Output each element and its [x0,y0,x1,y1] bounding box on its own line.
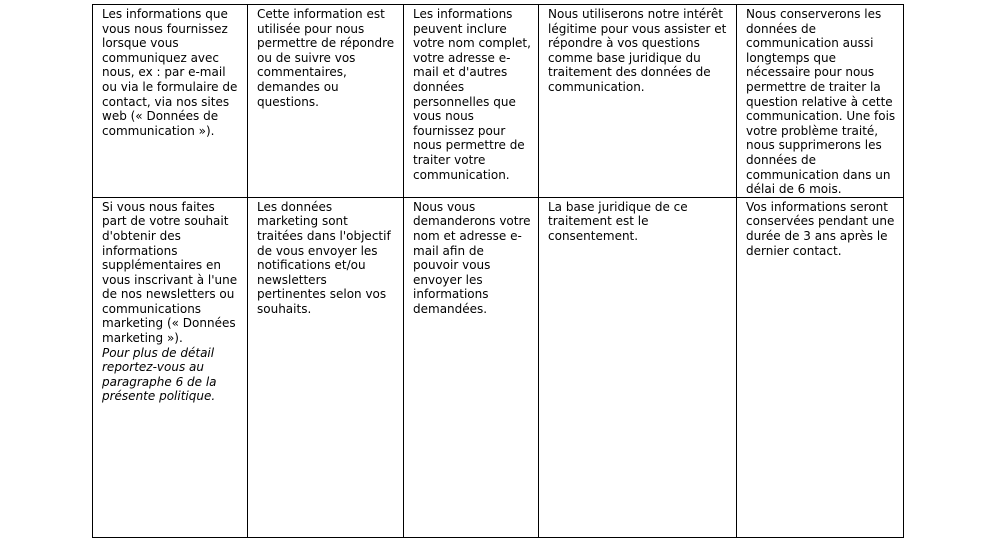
cell-text: Les informations peuvent inclure votre nom complet, votre adresse e-mail et d'autres données personnelles que vous nous fournissez pour nous permettre de traiter votre communication. [413,7,531,182]
table-row-marketing-data [93,197,904,537]
cell-data-source [93,197,248,537]
cell-purpose [248,197,404,537]
cell-data-types [404,197,539,537]
cell-purpose [248,5,404,198]
cell-retention [737,5,904,198]
cell-data-types [404,5,539,198]
cell-text: Nous utiliserons notre intérêt légitime pour vous assister et répondre à vos questions comme base juridique du traitement des données de communication. [548,7,727,94]
cell-text: Les données marketing sont traitées dans l'objectif de vous envoyer les notifications et/ou newsletters pertinentes selon vos souhaits. [257,199,391,316]
cell-text: Cette information est utilisée pour nous permettre de répondre ou de suivre vos commentaires, demandes ou questions. [257,7,395,109]
cell-text: Si vous nous faites part de votre souhait d'obtenir des informations supplémentaires en vous inscrivant à l'une de nos newsletters ou communications marketing (« Données marketing »). [102,199,238,346]
cell-text: La base juridique de ce traitement est le consentement. [548,199,688,243]
cell-text: Nous conserverons les données de communication aussi longtemps que nécessaire pour nous permettre de traiter la question relative à cette communication. Une fois votre problème traité, nous supprimerons les données de communication dans un délai de 6 mois. [746,7,896,197]
cell-retention [737,197,904,537]
cell-data-source [93,5,248,198]
cell-note: Pour plus de détail reportez-vous au paragraphe 6 de la présente politique. [102,345,217,404]
cell-legal-basis [539,197,737,537]
cell-legal-basis [539,5,737,198]
cell-text: Les informations que vous nous fournissez lorsque vous communiquez avec nous, ex : par e-mail ou via le formulaire de contact, via nos sites web (« Données de communication »). [102,7,238,138]
table-row-communication-data [93,5,904,198]
cell-text: Nous vous demanderons votre nom et adresse e-mail afin de pouvoir vous envoyer les informations demandées. [413,199,531,316]
cell-text: Vos informations seront conservées pendant une durée de 3 ans après le dernier contact. [746,199,895,258]
data-processing-table [92,4,904,538]
